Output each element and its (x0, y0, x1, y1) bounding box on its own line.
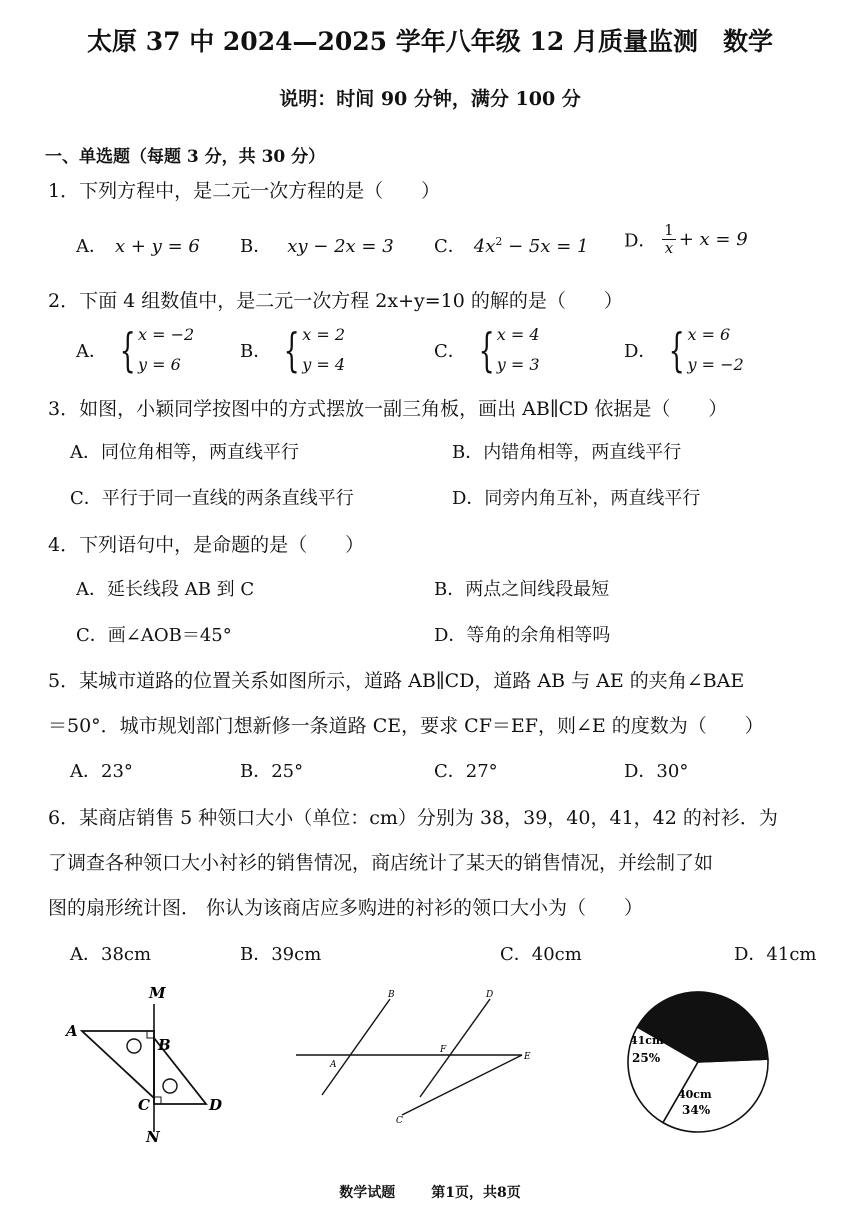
q5-option-c: C．27° (434, 761, 498, 782)
sys-line-2: y = 4 (302, 355, 346, 374)
page-subtitle: 说明：时间 90 分钟，满分 100 分 (279, 88, 581, 110)
road-ce (402, 1055, 522, 1115)
q2-option-c (434, 320, 540, 380)
q4-option-b: B．两点之间线段最短 (434, 579, 610, 600)
q5-option-b: B．25° (240, 761, 304, 782)
sys-line-1: x = 6 (687, 325, 731, 344)
slice-label-41cm: 41cm (630, 1034, 664, 1047)
sys-line-2: y = −2 (687, 355, 744, 374)
page-footer (0, 1182, 860, 1202)
brace-icon: { (478, 323, 495, 377)
question-5-line-1: 5．某城市道路的位置关系如图所示，道路 AB∥CD，道路 AB 与 AE 的夹角∠BAE (48, 670, 745, 692)
page-title: 太原 37 中 2024—2025 学年八年级 12 月质量监测 数学 (87, 27, 773, 56)
brace-icon: { (283, 323, 300, 377)
brace-icon: { (668, 323, 685, 377)
question-1-stem: 1．下列方程中，是二元一次方程的是（ ） (48, 180, 441, 202)
fraction (662, 222, 676, 257)
option-label: A． (76, 236, 107, 257)
label-b: B (388, 990, 395, 1000)
hole-icon (163, 1079, 177, 1093)
sys-line-2: y = 6 (138, 355, 181, 374)
slice-pct-40cm: 34% (682, 1103, 711, 1117)
q2-option-a (76, 320, 194, 380)
option-label: C． (434, 341, 466, 362)
question-2-stem: 2．下面 4 组数值中，是二元一次方程 2x+y=10 的解的是（ ） (48, 290, 623, 312)
q1-option-b (240, 232, 394, 258)
option-sup: 2 (495, 235, 503, 248)
q3-option-b: B．内错角相等，两直线平行 (452, 442, 682, 463)
equation-system (662, 320, 743, 380)
footer-subject: 数学试题 (339, 1185, 396, 1201)
option-label: B． (240, 341, 272, 362)
hole-icon (127, 1039, 141, 1053)
label-c: C (396, 1116, 403, 1126)
slice-pct-41cm: 25% (632, 1051, 661, 1065)
q5-option-a: A．23° (70, 761, 133, 782)
sys-line-1: x = −2 (138, 325, 195, 344)
q6-option-d: D．41cm (734, 944, 817, 965)
option-label: D． (624, 341, 657, 362)
label-c: C (138, 1096, 150, 1114)
q3-option-a: A．同位角相等，两直线平行 (70, 442, 299, 463)
label-n: N (146, 1128, 160, 1146)
question-6-line-2: 了调查各种领口大小衬衫的销售情况，商店统计了某天的销售情况，并绘制了如 (48, 852, 714, 874)
label-b: B (158, 1036, 171, 1054)
question-3-stem: 3．如图，小颖同学按图中的方式摆放一副三角板，画出 AB∥CD 依据是（ ） (48, 398, 728, 420)
q2-option-d (624, 320, 744, 380)
q3-option-d: D．同旁内角互补，两直线平行 (452, 488, 701, 509)
label-d: D (209, 1096, 223, 1114)
q1-option-d (624, 222, 748, 257)
sys-line-1: x = 2 (302, 325, 346, 344)
equation-system (277, 320, 345, 380)
section-title: 一、单选题（每题 3 分，共 30 分） (45, 147, 326, 167)
fraction-denominator: x (664, 239, 674, 257)
sys-line-2: y = 3 (496, 355, 540, 374)
fraction-numerator: 1 (664, 221, 674, 239)
label-f: F (440, 1045, 447, 1055)
q4-option-d: D．等角的余角相等吗 (434, 625, 611, 646)
option-text-post: − 5x = 1 (502, 236, 589, 257)
option-label: D． (624, 230, 657, 252)
pie-chart (620, 986, 780, 1146)
option-text: x + y = 6 (115, 236, 200, 257)
equation-system (113, 320, 194, 380)
q6-option-c: C．40cm (500, 944, 582, 965)
footer-page-number: 第1页，共8页 (431, 1185, 521, 1201)
label-e: E (524, 1052, 531, 1062)
option-text-post: + x = 9 (678, 229, 748, 250)
q6-option-a: A．38cm (70, 944, 152, 965)
q6-option-b: B．39cm (240, 944, 322, 965)
road-ab (322, 999, 390, 1095)
sys-line-1: x = 4 (496, 325, 540, 344)
question-4-stem: 4．下列语句中，是命题的是（ ） (48, 534, 365, 556)
slice-label-40cm: 40cm (678, 1088, 712, 1101)
figure-roads (290, 985, 545, 1130)
question-6-line-3: 图的扇形统计图． 你认为该商店应多购进的衬衫的领口大小为（ ） (48, 897, 644, 919)
label-a: A (330, 1060, 337, 1070)
option-text-pre: 4x (473, 236, 496, 257)
label-d: D (486, 990, 494, 1000)
label-a: A (66, 1022, 78, 1040)
q1-option-a (76, 232, 200, 258)
equation-system (472, 320, 540, 380)
q1-option-c (434, 232, 589, 258)
figure-triangle-rulers (60, 980, 230, 1150)
right-angle-mark (147, 1031, 154, 1038)
question-6-line-1: 6．某商店销售 5 种领口大小（单位：cm）分别为 38，39，40，41，42 的衬衫．为 (48, 807, 778, 829)
brace-icon: { (119, 323, 136, 377)
q3-option-c: C．平行于同一直线的两条直线平行 (70, 488, 354, 509)
option-label: C． (434, 236, 466, 257)
label-m: M (149, 984, 166, 1002)
q5-option-d: D．30° (624, 761, 689, 782)
q2-option-b (240, 320, 345, 380)
q4-option-a: A．延长线段 AB 到 C (76, 579, 255, 600)
option-text: xy − 2x = 3 (287, 236, 394, 257)
option-label: A． (76, 341, 107, 362)
right-angle-mark (154, 1097, 161, 1104)
q4-option-c: C．画∠AOB＝45° (76, 625, 232, 646)
road-cd (420, 999, 490, 1097)
question-5-line-2: ＝50°．城市规划部门想新修一条道路 CE，要求 CF＝EF，则∠E 的度数为（ ） (48, 715, 764, 737)
option-label: B． (240, 236, 272, 257)
triangle-upper (82, 1031, 154, 1098)
